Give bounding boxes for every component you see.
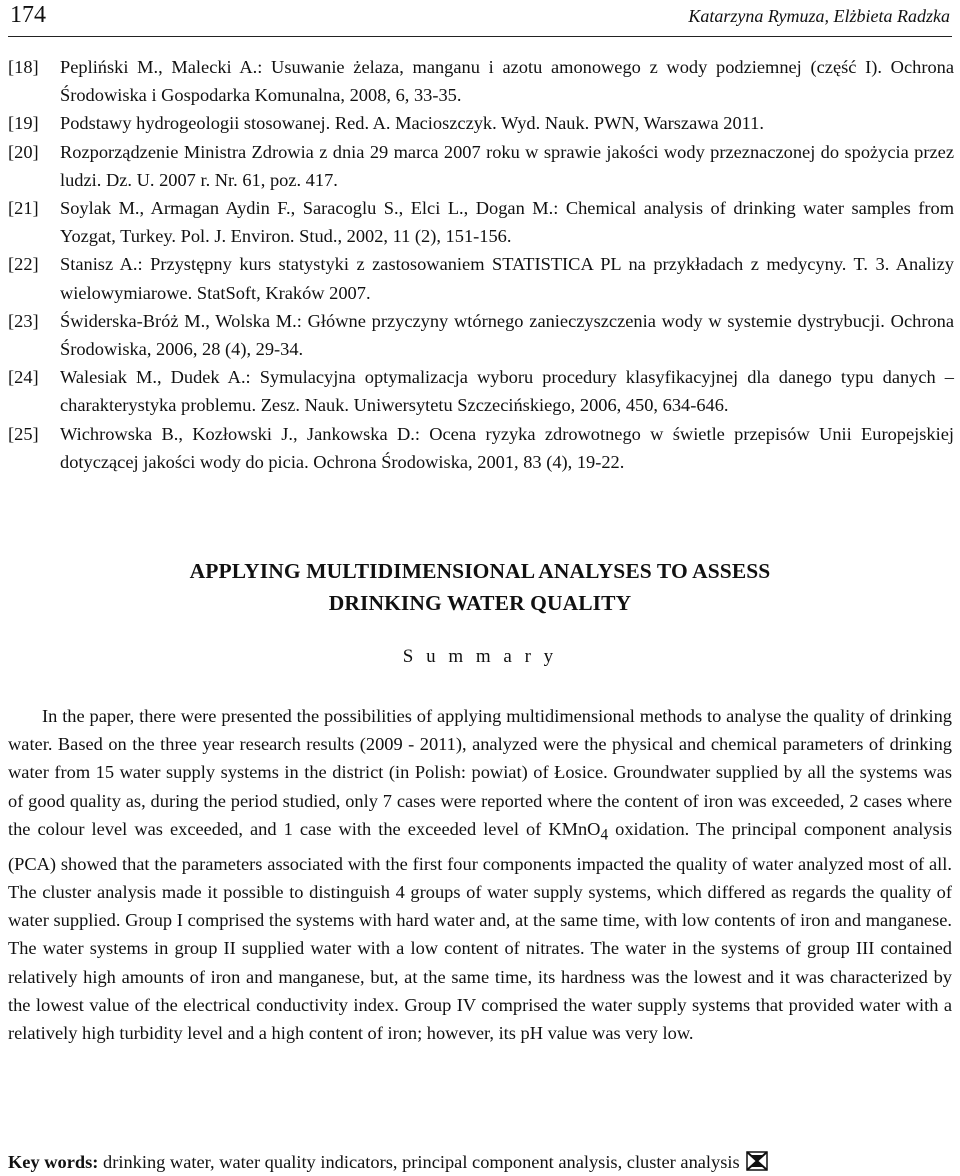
reference-text: Świderska-Bróż M., Wolska M.: Główne przyczyny wtórnego zanieczyszczenia wody w systemie dystrybucji. Ochrona Środowiska, 2006, 28 (4), 29-34. xyxy=(60,310,954,360)
reference-number: [20] xyxy=(8,141,39,162)
reference-number: [24] xyxy=(8,367,39,388)
reference-item xyxy=(8,109,954,137)
reference-text: Rozporządzenie Ministra Zdrowia z dnia 29 marca 2007 roku w sprawie jakości wody przeznaczonej do spożycia przez ludzi. Dz. U. 2007 r. Nr. 61, poz. 417. xyxy=(60,141,954,190)
abstract-text-part-1: In the paper, there were presented the possibilities of applying multidimensional methods to analyse the quality of drinking water. Based on the three year research results (2009 - 2011), analyzed were the physical and chemical parameters of drinking water from 15 water supply systems in the district (in Polish: powiat) of Łosice. Groundwater supplied by all the systems was of good quality as, during the period studied, only 7 cases were reported where the content of iron was exceeded, 2 cases where the colour level was exceeded, and 1 case with the exceeded level of KMnO xyxy=(8,706,952,839)
reference-item xyxy=(8,138,954,194)
article-title-line-2: DRINKING WATER QUALITY xyxy=(328,590,632,615)
page-number: 174 xyxy=(10,2,46,28)
reference-text: Pepliński M., Malecki A.: Usuwanie żelaza, manganu i azotu amonowego z wody podziemnej (część I). Ochrona Środowiska i Gospodarka Komunalna, 2008, 6, 33-35. xyxy=(60,57,954,106)
article-title-line-1: APPLYING MULTIDIMENSIONAL ANALYSES TO ASSESS xyxy=(189,559,771,583)
reference-text: Podstawy hydrogeologii stosowanej. Red. A. Macioszczyk. Wyd. Nauk. PWN, Warszawa 2011. xyxy=(60,113,764,134)
keywords-line xyxy=(8,1148,952,1176)
reference-item xyxy=(8,307,954,363)
reference-item xyxy=(8,420,954,476)
summary-heading: S u m m a r y xyxy=(402,646,558,667)
keywords-text: drinking water, water quality indicators, principal component analysis, cluster analysis xyxy=(98,1152,740,1172)
reference-text: Stanisz A.: Przystępny kurs statystyki z zastosowaniem STATISTICA PL na przykładach z medycyny. T. 3. Analizy wielowymiarowe. StatSoft, Kraków 2007. xyxy=(60,254,954,303)
reference-item xyxy=(8,53,954,109)
reference-number: [22] xyxy=(8,254,39,275)
reference-item xyxy=(8,250,954,306)
running-head-authors: Katarzyna Rymuza, Elżbieta Radzka xyxy=(688,6,950,26)
reference-item xyxy=(8,194,954,250)
keywords-label: Key words: xyxy=(8,1152,99,1172)
abstract-text-part-2: oxidation. The principal component analysis (PCA) showed that the parameters associated with the first four components impacted the quality of water analyzed most of all. The cluster analysis made it possible to distinguish 4 groups of water supply systems, which differed as regards the quality of water supplied. Group I comprised the systems with hard water and, at the same time, with low contents of iron and manganese. The water systems in group II supplied water with a low content of nitrates. The water in the systems of group III contained relatively high amounts of iron and manganese, but, at the same time, its hardness was the lowest and it was characterized by the lowest value of the electrical conductivity index. Group IV comprised the water supply systems that provided water with a relatively high turbidity level and a high content of iron; however, its pH value was very low. xyxy=(8,818,952,1043)
reference-number: [21] xyxy=(8,198,39,219)
reference-text: Soylak M., Armagan Aydin F., Saracoglu S., Elci L., Dogan M.: Chemical analysis of drinking water samples from Yozgat, Turkey. Pol. J. Environ. Stud., 2002, 11 (2), 151-156. xyxy=(60,198,954,247)
kmno4-subscript: 4 xyxy=(600,826,609,844)
reference-item xyxy=(8,363,954,419)
abstract-paragraph xyxy=(8,702,952,1047)
reference-number: [25] xyxy=(8,423,39,444)
reference-number: [23] xyxy=(8,310,39,331)
reference-number: [19] xyxy=(8,113,39,134)
reference-text: Walesiak M., Dudek A.: Symulacyjna optymalizacja wyboru procedury klasyfikacyjnej dla danego typu danych – charakterystyka problemu. Zesz. Nauk. Uniwersytetu Szczecińskiego, 2006, 450, 634-646. xyxy=(60,367,954,416)
end-mark-icon xyxy=(746,1151,768,1171)
reference-text: Wichrowska B., Kozłowski J., Jankowska D.: Ocena ryzyka zdrowotnego w świetle przepisów Unii Europejskiej dotyczącej jakości wody do picia. Ochrona Środowiska, 2001, 83 (4), 19-22. xyxy=(60,423,954,472)
reference-list xyxy=(8,53,954,476)
reference-number: [18] xyxy=(8,57,39,77)
page-header xyxy=(8,0,952,37)
article-title xyxy=(0,556,960,619)
